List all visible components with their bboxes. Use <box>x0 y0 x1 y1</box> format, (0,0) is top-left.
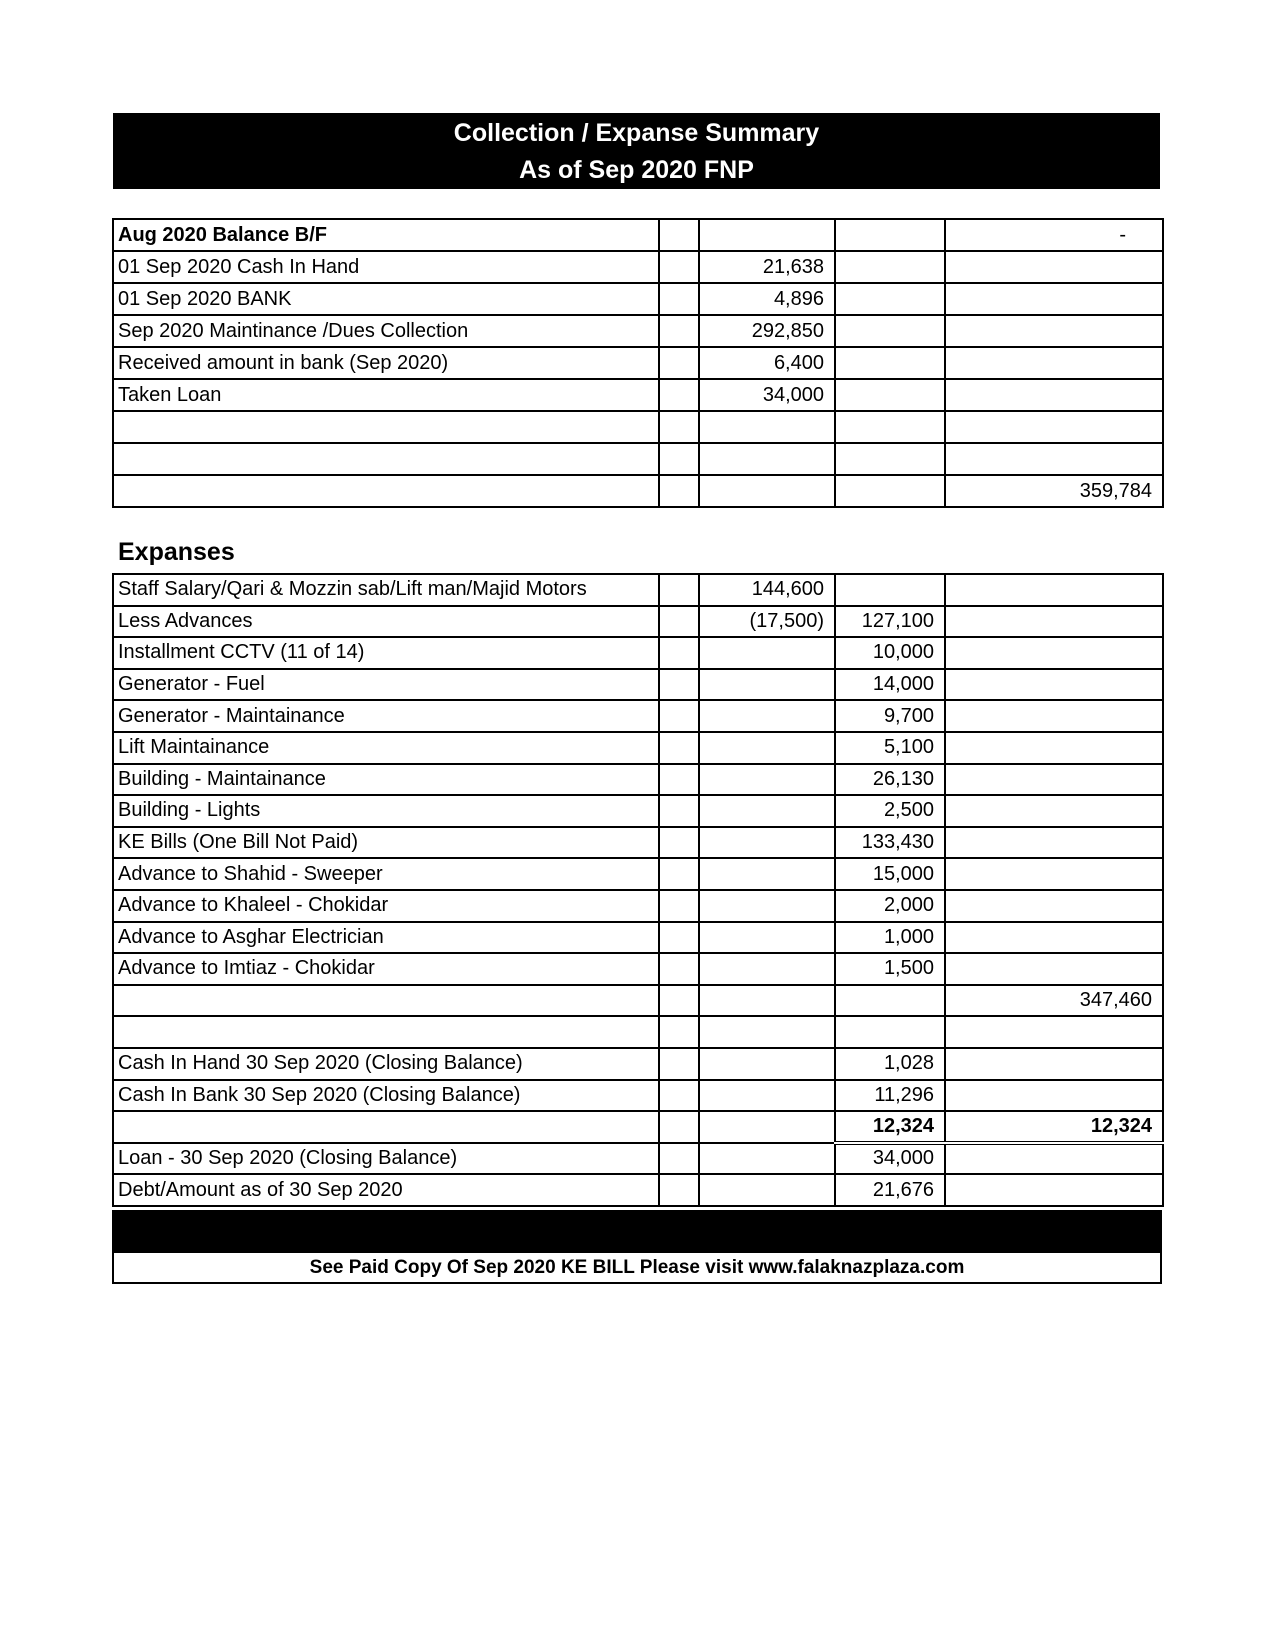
spacer-cell <box>659 858 699 890</box>
row-label: Sep 2020 Maintinance /Dues Collection <box>113 315 659 347</box>
subtotal-cell: 2,000 <box>835 890 945 922</box>
row-label: Advance to Asghar Electrician <box>113 922 659 954</box>
table-row <box>113 858 1163 890</box>
table-row <box>113 251 1163 283</box>
table-row <box>113 315 1163 347</box>
row-label: Aug 2020 Balance B/F <box>113 219 659 251</box>
amount-cell: 6,400 <box>699 347 835 379</box>
spacer-cell <box>659 1016 699 1048</box>
amount-cell: 34,000 <box>699 379 835 411</box>
table-row <box>113 795 1163 827</box>
table-row <box>113 574 1163 606</box>
amount-cell <box>699 443 835 475</box>
subtotal-cell <box>835 475 945 507</box>
row-label: Advance to Imtiaz - Chokidar <box>113 953 659 985</box>
subtotal-cell <box>835 219 945 251</box>
total-cell <box>945 890 1163 922</box>
table-row <box>113 347 1163 379</box>
row-label: Taken Loan <box>113 379 659 411</box>
amount-cell <box>699 1143 835 1175</box>
spacer-cell <box>659 732 699 764</box>
spacer-cell <box>659 827 699 859</box>
subtotal-cell: 2,500 <box>835 795 945 827</box>
spacer-cell <box>659 890 699 922</box>
row-label: Generator - Fuel <box>113 669 659 701</box>
amount-cell <box>699 1016 835 1048</box>
row-label <box>113 1111 659 1143</box>
subtotal-cell <box>835 283 945 315</box>
spacer-cell <box>659 985 699 1017</box>
spacer-cell <box>659 574 699 606</box>
total-cell <box>945 347 1163 379</box>
spacer-cell <box>659 379 699 411</box>
row-label: Loan - 30 Sep 2020 (Closing Balance) <box>113 1143 659 1175</box>
subtotal-cell <box>835 411 945 443</box>
total-cell <box>945 764 1163 796</box>
total-cell <box>945 606 1163 638</box>
spacer-cell <box>659 475 699 507</box>
spacer-cell <box>659 637 699 669</box>
amount-cell: 4,896 <box>699 283 835 315</box>
table-row <box>113 1111 1163 1143</box>
table-row <box>113 1048 1163 1080</box>
table-row <box>113 669 1163 701</box>
amount-cell: 21,638 <box>699 251 835 283</box>
total-cell <box>945 669 1163 701</box>
subtotal-cell: 15,000 <box>835 858 945 890</box>
amount-cell <box>699 827 835 859</box>
table-row <box>113 637 1163 669</box>
row-label: Less Advances <box>113 606 659 638</box>
subtotal-cell <box>835 379 945 411</box>
subtotal-cell: 14,000 <box>835 669 945 701</box>
subtotal-cell <box>835 251 945 283</box>
row-label: Cash In Bank 30 Sep 2020 (Closing Balance) <box>113 1080 659 1112</box>
table-row <box>113 283 1163 315</box>
row-label: Lift Maintainance <box>113 732 659 764</box>
report-title-banner <box>113 113 1160 189</box>
row-label <box>113 1016 659 1048</box>
row-label: Installment CCTV (11 of 14) <box>113 637 659 669</box>
amount-cell: 144,600 <box>699 574 835 606</box>
table-row <box>113 764 1163 796</box>
total-cell <box>945 283 1163 315</box>
table-row <box>113 411 1163 443</box>
total-cell: 12,324 <box>945 1111 1163 1143</box>
amount-cell <box>699 700 835 732</box>
spacer-cell <box>659 764 699 796</box>
amount-cell <box>699 985 835 1017</box>
spacer-cell <box>659 283 699 315</box>
total-cell <box>945 1048 1163 1080</box>
spacer-cell <box>659 411 699 443</box>
spacer-cell <box>659 443 699 475</box>
total-cell <box>945 858 1163 890</box>
subtotal-cell: 10,000 <box>835 637 945 669</box>
spacer-cell <box>659 669 699 701</box>
amount-cell <box>699 1174 835 1206</box>
row-label <box>113 443 659 475</box>
amount-cell <box>699 411 835 443</box>
total-cell <box>945 732 1163 764</box>
total-cell <box>945 637 1163 669</box>
row-label: Advance to Shahid - Sweeper <box>113 858 659 890</box>
table-row <box>113 379 1163 411</box>
table-row <box>113 732 1163 764</box>
report-title: Collection / Expanse Summary <box>453 119 820 147</box>
subtotal-cell: 127,100 <box>835 606 945 638</box>
subtotal-cell: 133,430 <box>835 827 945 859</box>
table-row <box>113 443 1163 475</box>
row-label: Debt/Amount as of 30 Sep 2020 <box>113 1174 659 1206</box>
table-row <box>113 1016 1163 1048</box>
spacer-cell <box>659 347 699 379</box>
expenses-heading: Expanses <box>118 538 235 566</box>
table-row <box>113 606 1163 638</box>
subtotal-cell: 12,324 <box>835 1111 945 1143</box>
amount-cell <box>699 1048 835 1080</box>
row-label: Building - Maintainance <box>113 764 659 796</box>
subtotal-cell: 5,100 <box>835 732 945 764</box>
spacer-cell <box>659 700 699 732</box>
table-row <box>113 219 1163 251</box>
amount-cell <box>699 1080 835 1112</box>
expenses-table <box>112 573 1164 1207</box>
subtotal-cell <box>835 1016 945 1048</box>
table-row <box>113 985 1163 1017</box>
table-row <box>113 1080 1163 1112</box>
spacer-cell <box>659 1080 699 1112</box>
total-cell <box>945 1080 1163 1112</box>
amount-cell <box>699 795 835 827</box>
total-cell <box>945 1016 1163 1048</box>
total-cell <box>945 953 1163 985</box>
amount-cell: 292,850 <box>699 315 835 347</box>
amount-cell <box>699 953 835 985</box>
row-label: 01 Sep 2020 Cash In Hand <box>113 251 659 283</box>
total-cell <box>945 1174 1163 1206</box>
total-cell <box>945 443 1163 475</box>
spacer-cell <box>659 795 699 827</box>
row-label <box>113 475 659 507</box>
amount-cell <box>699 219 835 251</box>
amount-cell <box>699 475 835 507</box>
total-cell <box>945 700 1163 732</box>
row-label: Received amount in bank (Sep 2020) <box>113 347 659 379</box>
total-cell <box>945 411 1163 443</box>
amount-cell <box>699 1111 835 1143</box>
row-label: KE Bills (One Bill Not Paid) <box>113 827 659 859</box>
footer-bar <box>112 1210 1162 1253</box>
row-label: Generator - Maintainance <box>113 700 659 732</box>
amount-cell <box>699 764 835 796</box>
spacer-cell <box>659 1174 699 1206</box>
subtotal-cell: 1,028 <box>835 1048 945 1080</box>
subtotal-cell <box>835 574 945 606</box>
subtotal-cell: 11,296 <box>835 1080 945 1112</box>
total-cell: 347,460 <box>945 985 1163 1017</box>
amount-cell <box>699 732 835 764</box>
row-label: 01 Sep 2020 BANK <box>113 283 659 315</box>
row-label: Advance to Khaleel - Chokidar <box>113 890 659 922</box>
table-row <box>113 953 1163 985</box>
subtotal-cell: 1,000 <box>835 922 945 954</box>
spacer-cell <box>659 219 699 251</box>
total-cell <box>945 379 1163 411</box>
total-cell: 359,784 <box>945 475 1163 507</box>
spacer-cell <box>659 1143 699 1175</box>
spacer-cell <box>659 922 699 954</box>
amount-cell <box>699 858 835 890</box>
table-row <box>113 700 1163 732</box>
spacer-cell <box>659 251 699 283</box>
amount-cell: (17,500) <box>699 606 835 638</box>
subtotal-cell <box>835 985 945 1017</box>
total-cell: - <box>945 219 1163 251</box>
footer-note: See Paid Copy Of Sep 2020 KE BILL Please visit www.falaknazplaza.com <box>112 1253 1162 1284</box>
subtotal-cell: 9,700 <box>835 700 945 732</box>
row-label <box>113 985 659 1017</box>
report-subtitle: As of Sep 2020 FNP <box>519 156 754 184</box>
total-cell <box>945 315 1163 347</box>
total-cell <box>945 251 1163 283</box>
spacer-cell <box>659 953 699 985</box>
total-cell <box>945 827 1163 859</box>
spacer-cell <box>659 315 699 347</box>
subtotal-cell: 1,500 <box>835 953 945 985</box>
total-cell <box>945 922 1163 954</box>
spacer-cell <box>659 606 699 638</box>
row-label: Building - Lights <box>113 795 659 827</box>
table-row <box>113 827 1163 859</box>
subtotal-cell: 34,000 <box>835 1143 945 1175</box>
total-cell <box>945 795 1163 827</box>
table-row <box>113 475 1163 507</box>
spacer-cell <box>659 1111 699 1143</box>
subtotal-cell <box>835 443 945 475</box>
amount-cell <box>699 669 835 701</box>
amount-cell <box>699 922 835 954</box>
total-cell <box>945 1143 1163 1175</box>
total-cell <box>945 574 1163 606</box>
row-label <box>113 411 659 443</box>
row-label: Cash In Hand 30 Sep 2020 (Closing Balance) <box>113 1048 659 1080</box>
subtotal-cell: 21,676 <box>835 1174 945 1206</box>
table-row <box>113 922 1163 954</box>
spacer-cell <box>659 1048 699 1080</box>
subtotal-cell <box>835 347 945 379</box>
amount-cell <box>699 890 835 922</box>
table-row <box>113 890 1163 922</box>
subtotal-cell <box>835 315 945 347</box>
table-row <box>113 1143 1163 1175</box>
table-row <box>113 1174 1163 1206</box>
subtotal-cell: 26,130 <box>835 764 945 796</box>
row-label: Staff Salary/Qari & Mozzin sab/Lift man/Majid Motors <box>113 574 659 606</box>
amount-cell <box>699 637 835 669</box>
collection-table <box>112 218 1164 508</box>
